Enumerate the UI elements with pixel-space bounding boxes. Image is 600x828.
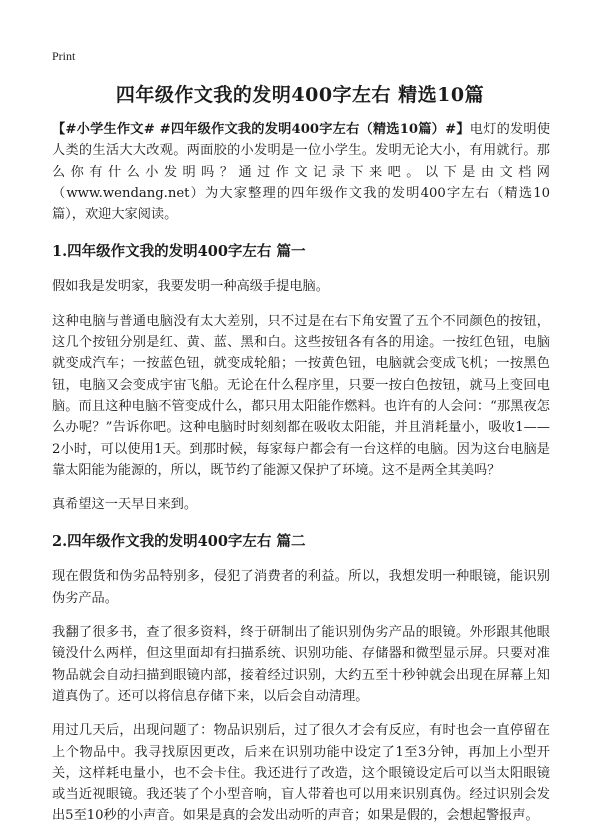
- section-2-paragraph-3: 用过几天后，出现问题了：物品识别后，过了很久才会有反应，有时也会一直停留在上个物品中。我寻找原因更改，后来在识别功能中设定了1至3分钟，再加上小型开关，这样耗电量小，也不会卡住。我还进行了改造，这个眼镜设定后可以当太阳眼镜或当近视眼镜。我还装了个小型音响，盲人带着也可以用来识别真伪。经过识别会发出5至10秒的小声音。如果是真的会发出动听的声音；如果是假的，会想起警报声。: [52, 723, 550, 824]
- page-title: 四年级作文我的发明400字左右 精选10篇: [115, 84, 485, 106]
- section-1-paragraph-3: 真希望这一天早日来到。: [52, 497, 198, 513]
- print-label: Print: [52, 49, 76, 63]
- section-1-paragraph-1: 假如我是发明家，我要发明一种高级手提电脑。: [52, 279, 329, 295]
- intro-text: 电灯的发明使人类的生活大大改观。两面胶的小发明是一位小学生。发明无论大小，有用就行。那么你有什么小发明吗？通过作文记录下来吧。以下是由文档网（www.wendang.net）为大家整理的四年级作文我的发明400字左右（精选10篇），欢迎大家阅读。: [52, 122, 551, 223]
- section-heading-1: 1.四年级作文我的发明400字左右 篇一: [52, 243, 306, 261]
- section-2-paragraph-2: 我翻了很多书，查了很多资料，终于研制出了能识别伪劣产品的眼镜。外形跟其他眼镜没什么两样，但这里面却有扫描系统、识别功能、存储器和微型显示屏。只要对准物品就会自动扫描到眼镜内部，接着经过识别，大约五至十秒钟就会出现在屏幕上知道真伪了。还可以将信息存储下来，以后会自动清理。: [52, 625, 550, 704]
- section-heading-2: 2.四年级作文我的发明400字左右 篇二: [52, 533, 306, 551]
- intro-tag-line: 【#小学生作文# #四年级作文我的发明400字左右（精选10篇）#】: [52, 122, 470, 137]
- section-1-paragraph-2: 这种电脑与普通电脑没有太大差别，只不过是在右下角安置了五个不同颜色的按钮，这几个按钮分别是红、黄、蓝、黑和白。这些按钮各有各的用途。一按红色钮，电脑就变成汽车；一按蓝色钮，就变成轮船；一按黄色钮，电脑就会变成飞机；一按黑色钮，电脑又会变成宇宙飞船。无论在什么程序里，只要一按白色按钮，就马上变回电脑。而且这种电脑不管变成什么，都只用太阳能作燃料。也许有的人会问：“那黑夜怎么办呢？”告诉你吧。这种电脑时时刻刻都在吸收太阳能，并且消耗量小，吸收1——2小时，可以使用1天。到那时候，每家每户都会有一台这样的电脑。因为这台电脑是靠太阳能为能源的，所以，既节约了能源又保护了环境。这不是两全其美吗？: [52, 313, 550, 478]
- intro-paragraph: [52, 119, 550, 225]
- section-2-paragraph-1: 现在假货和伪劣品特别多，侵犯了消费者的利益。所以，我想发明一种眼镜，能识别伪劣产品。: [52, 569, 550, 606]
- article-body: [52, 119, 550, 827]
